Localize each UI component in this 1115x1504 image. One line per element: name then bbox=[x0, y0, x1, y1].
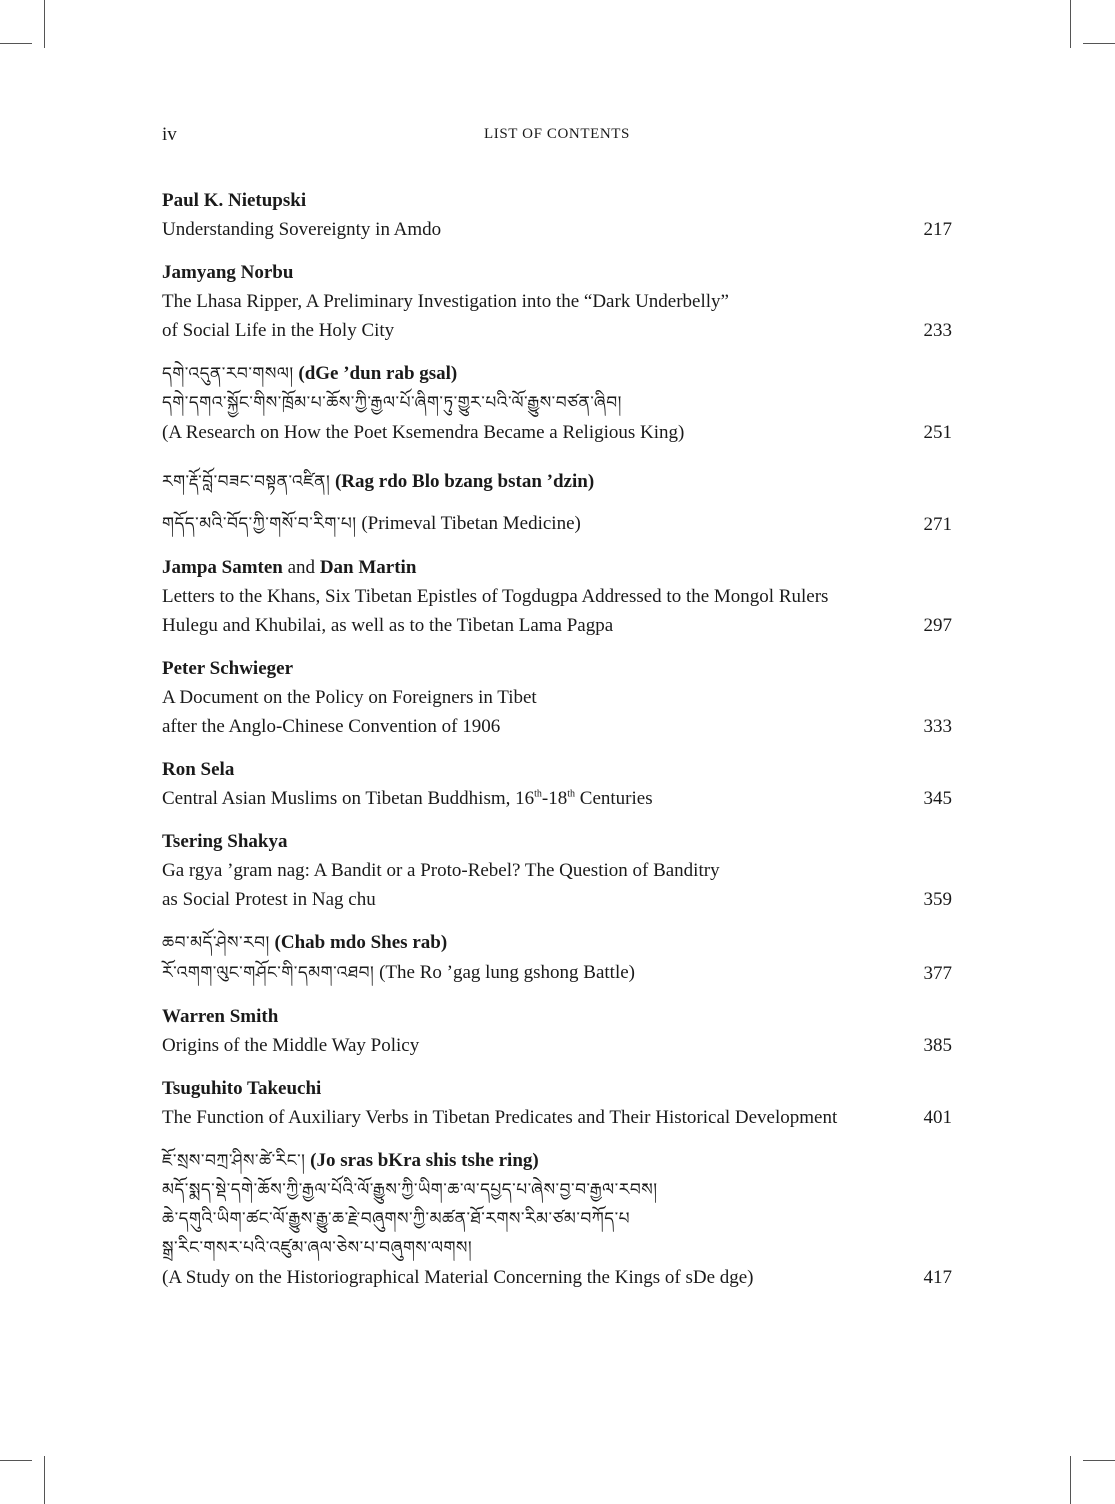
entry-title: (Primeval Tibetan Medicine) bbox=[361, 513, 581, 534]
table-of-contents bbox=[162, 186, 952, 1306]
toc-entry bbox=[162, 186, 952, 244]
entry-title: Understanding Sovereignty in Amdo bbox=[162, 219, 442, 240]
entry-title: Origins of the Middle Way Policy bbox=[162, 1035, 420, 1056]
crop-mark bbox=[44, 1456, 45, 1504]
author-join: and bbox=[287, 557, 316, 578]
entry-author bbox=[162, 928, 952, 958]
entry-title-tibetan: ཆེ་དགུའི་ཡིག་ཚང་ལོ་རྒྱུས་རྒྱུ་ཆ་རྗེ་བཞུགས་ཀྱི་མཚན་ཐོ་རགས་རིམ་ཙམ་བཀོད་པ bbox=[162, 1209, 631, 1229]
author-tibetan: ཇོ་སྲས་བཀྲ་ཤིས་ཚེ་རིང་། bbox=[162, 1151, 306, 1171]
entry-page: 297 bbox=[923, 615, 952, 636]
toc-entry bbox=[162, 654, 952, 741]
entry-title-tibetan: དགེ་དགའ་སྐྱོང་གིས་ཁྲོམ་པ་ཆོས་ཀྱི་རྒྱལ་པོ་ཞིག་ཏུ་གྱུར་པའི་ལོ་རྒྱུས་བཙན་ཞིབ། bbox=[162, 393, 622, 413]
entry-title: (The Ro ’gag lung gshong Battle) bbox=[379, 962, 636, 983]
entry-author bbox=[162, 553, 952, 582]
entry-title-tibetan: སྒྲ་རིང་གསར་པའི་འཛུམ་ཞལ་ཅེས་པ་བཞུགས་ལགས། bbox=[162, 1238, 473, 1258]
entry-title: of Social Life in the Holy City bbox=[162, 320, 395, 341]
entry-title-tibetan: རོ་འགག་ལུང་གཤོང་གི་དམག་འཐབ། bbox=[162, 963, 375, 983]
toc-entry bbox=[162, 553, 952, 640]
author-latin: (dGe ’dun rab gsal) bbox=[298, 363, 458, 384]
author-latin: (Jo sras bKra shis tshe ring) bbox=[310, 1150, 539, 1171]
author-tibetan: ཆབ་མདོ་ཤེས་རབ། bbox=[162, 933, 270, 953]
author-name: Dan Martin bbox=[319, 557, 417, 578]
entry-title: after the Anglo-Chinese Convention of 1906 bbox=[162, 716, 501, 737]
toc-entry bbox=[162, 467, 952, 539]
entry-title: The Lhasa Ripper, A Preliminary Investigation into the “Dark Underbelly” bbox=[162, 291, 729, 312]
running-title: LIST OF CONTENTS bbox=[484, 126, 630, 142]
entry-title: (A Research on How the Poet Ksemendra Became a Religious King) bbox=[162, 422, 685, 443]
entry-title: Letters to the Khans, Six Tibetan Epistles of Togdugpa Addressed to the Mongol Rulers bbox=[162, 586, 829, 607]
entry-page: 233 bbox=[923, 320, 952, 341]
entry-title-tibetan: གདོད་མའི་བོད་ཀྱི་གསོ་བ་རིག་པ། bbox=[162, 514, 357, 534]
toc-entry bbox=[162, 359, 952, 447]
entry-author: Paul K. Nietupski bbox=[162, 190, 307, 211]
author-latin: (Rag rdo Blo bzang bstan ’dzin) bbox=[334, 471, 595, 492]
entry-title: Ga rgya ’gram nag: A Bandit or a Proto-Rebel? The Question of Banditry bbox=[162, 860, 720, 881]
entry-author bbox=[162, 1146, 952, 1176]
entry-title: Central Asian Muslims on Tibetan Buddhism, 16th-18th Centuries bbox=[162, 788, 653, 809]
entry-page: 271 bbox=[923, 514, 952, 535]
toc-entry bbox=[162, 258, 952, 345]
entry-author: Tsering Shakya bbox=[162, 831, 288, 852]
crop-mark bbox=[1070, 1456, 1071, 1504]
author-latin: (Chab mdo Shes rab) bbox=[274, 932, 448, 953]
crop-mark bbox=[0, 43, 32, 44]
author-tibetan: དགེ་འདུན་རབ་གསལ། bbox=[162, 364, 294, 384]
page-number: iv bbox=[162, 124, 177, 145]
entry-page: 359 bbox=[923, 889, 952, 910]
entry-page: 377 bbox=[923, 963, 952, 984]
entry-page: 333 bbox=[923, 716, 952, 737]
entry-title-line bbox=[162, 509, 952, 539]
entry-page: 401 bbox=[923, 1107, 952, 1128]
toc-entry bbox=[162, 928, 952, 988]
entry-title-line bbox=[162, 958, 952, 988]
entry-author: Warren Smith bbox=[162, 1006, 279, 1027]
entry-author: Jamyang Norbu bbox=[162, 262, 294, 283]
entry-author bbox=[162, 467, 952, 497]
toc-entry bbox=[162, 1146, 952, 1292]
crop-mark bbox=[0, 1460, 32, 1461]
entry-title-tibetan: མདོ་སྨད་སྡེ་དགེ་ཆོས་ཀྱི་རྒྱལ་པོའི་ལོ་རྒྱུས་ཀྱི་ཡིག་ཆ་ལ་དཔྱད་པ་ཞེས་བྱ་བ་རྒྱལ་རབས། bbox=[162, 1180, 658, 1200]
entry-page: 345 bbox=[923, 788, 952, 809]
crop-mark bbox=[1070, 0, 1071, 48]
entry-author: Tsuguhito Takeuchi bbox=[162, 1078, 322, 1099]
entry-title: as Social Protest in Nag chu bbox=[162, 889, 376, 910]
entry-author: Ron Sela bbox=[162, 759, 235, 780]
entry-title: (A Study on the Historiographical Material Concerning the Kings of sDe dge) bbox=[162, 1267, 754, 1288]
author-tibetan: རག་རྡོ་བློ་བཟང་བསྟན་འཛིན། bbox=[162, 472, 331, 492]
entry-title: Hulegu and Khubilai, as well as to the Tibetan Lama Pagpa bbox=[162, 615, 614, 636]
entry-page: 417 bbox=[923, 1267, 952, 1288]
entry-author: Peter Schwieger bbox=[162, 658, 294, 679]
crop-mark bbox=[1083, 1460, 1115, 1461]
toc-entry bbox=[162, 755, 952, 813]
running-head bbox=[162, 124, 952, 150]
entry-title: A Document on the Policy on Foreigners in Tibet bbox=[162, 687, 537, 708]
crop-mark bbox=[1083, 43, 1115, 44]
toc-entry bbox=[162, 827, 952, 914]
author-name: Jampa Samten bbox=[162, 557, 283, 578]
entry-page: 251 bbox=[923, 422, 952, 443]
entry-title: The Function of Auxiliary Verbs in Tibetan Predicates and Their Historical Development bbox=[162, 1107, 838, 1128]
entry-author bbox=[162, 359, 952, 389]
toc-entry bbox=[162, 1002, 952, 1060]
entry-page: 385 bbox=[923, 1035, 952, 1056]
toc-entry bbox=[162, 1074, 952, 1132]
entry-page: 217 bbox=[923, 219, 952, 240]
crop-mark bbox=[44, 0, 45, 48]
